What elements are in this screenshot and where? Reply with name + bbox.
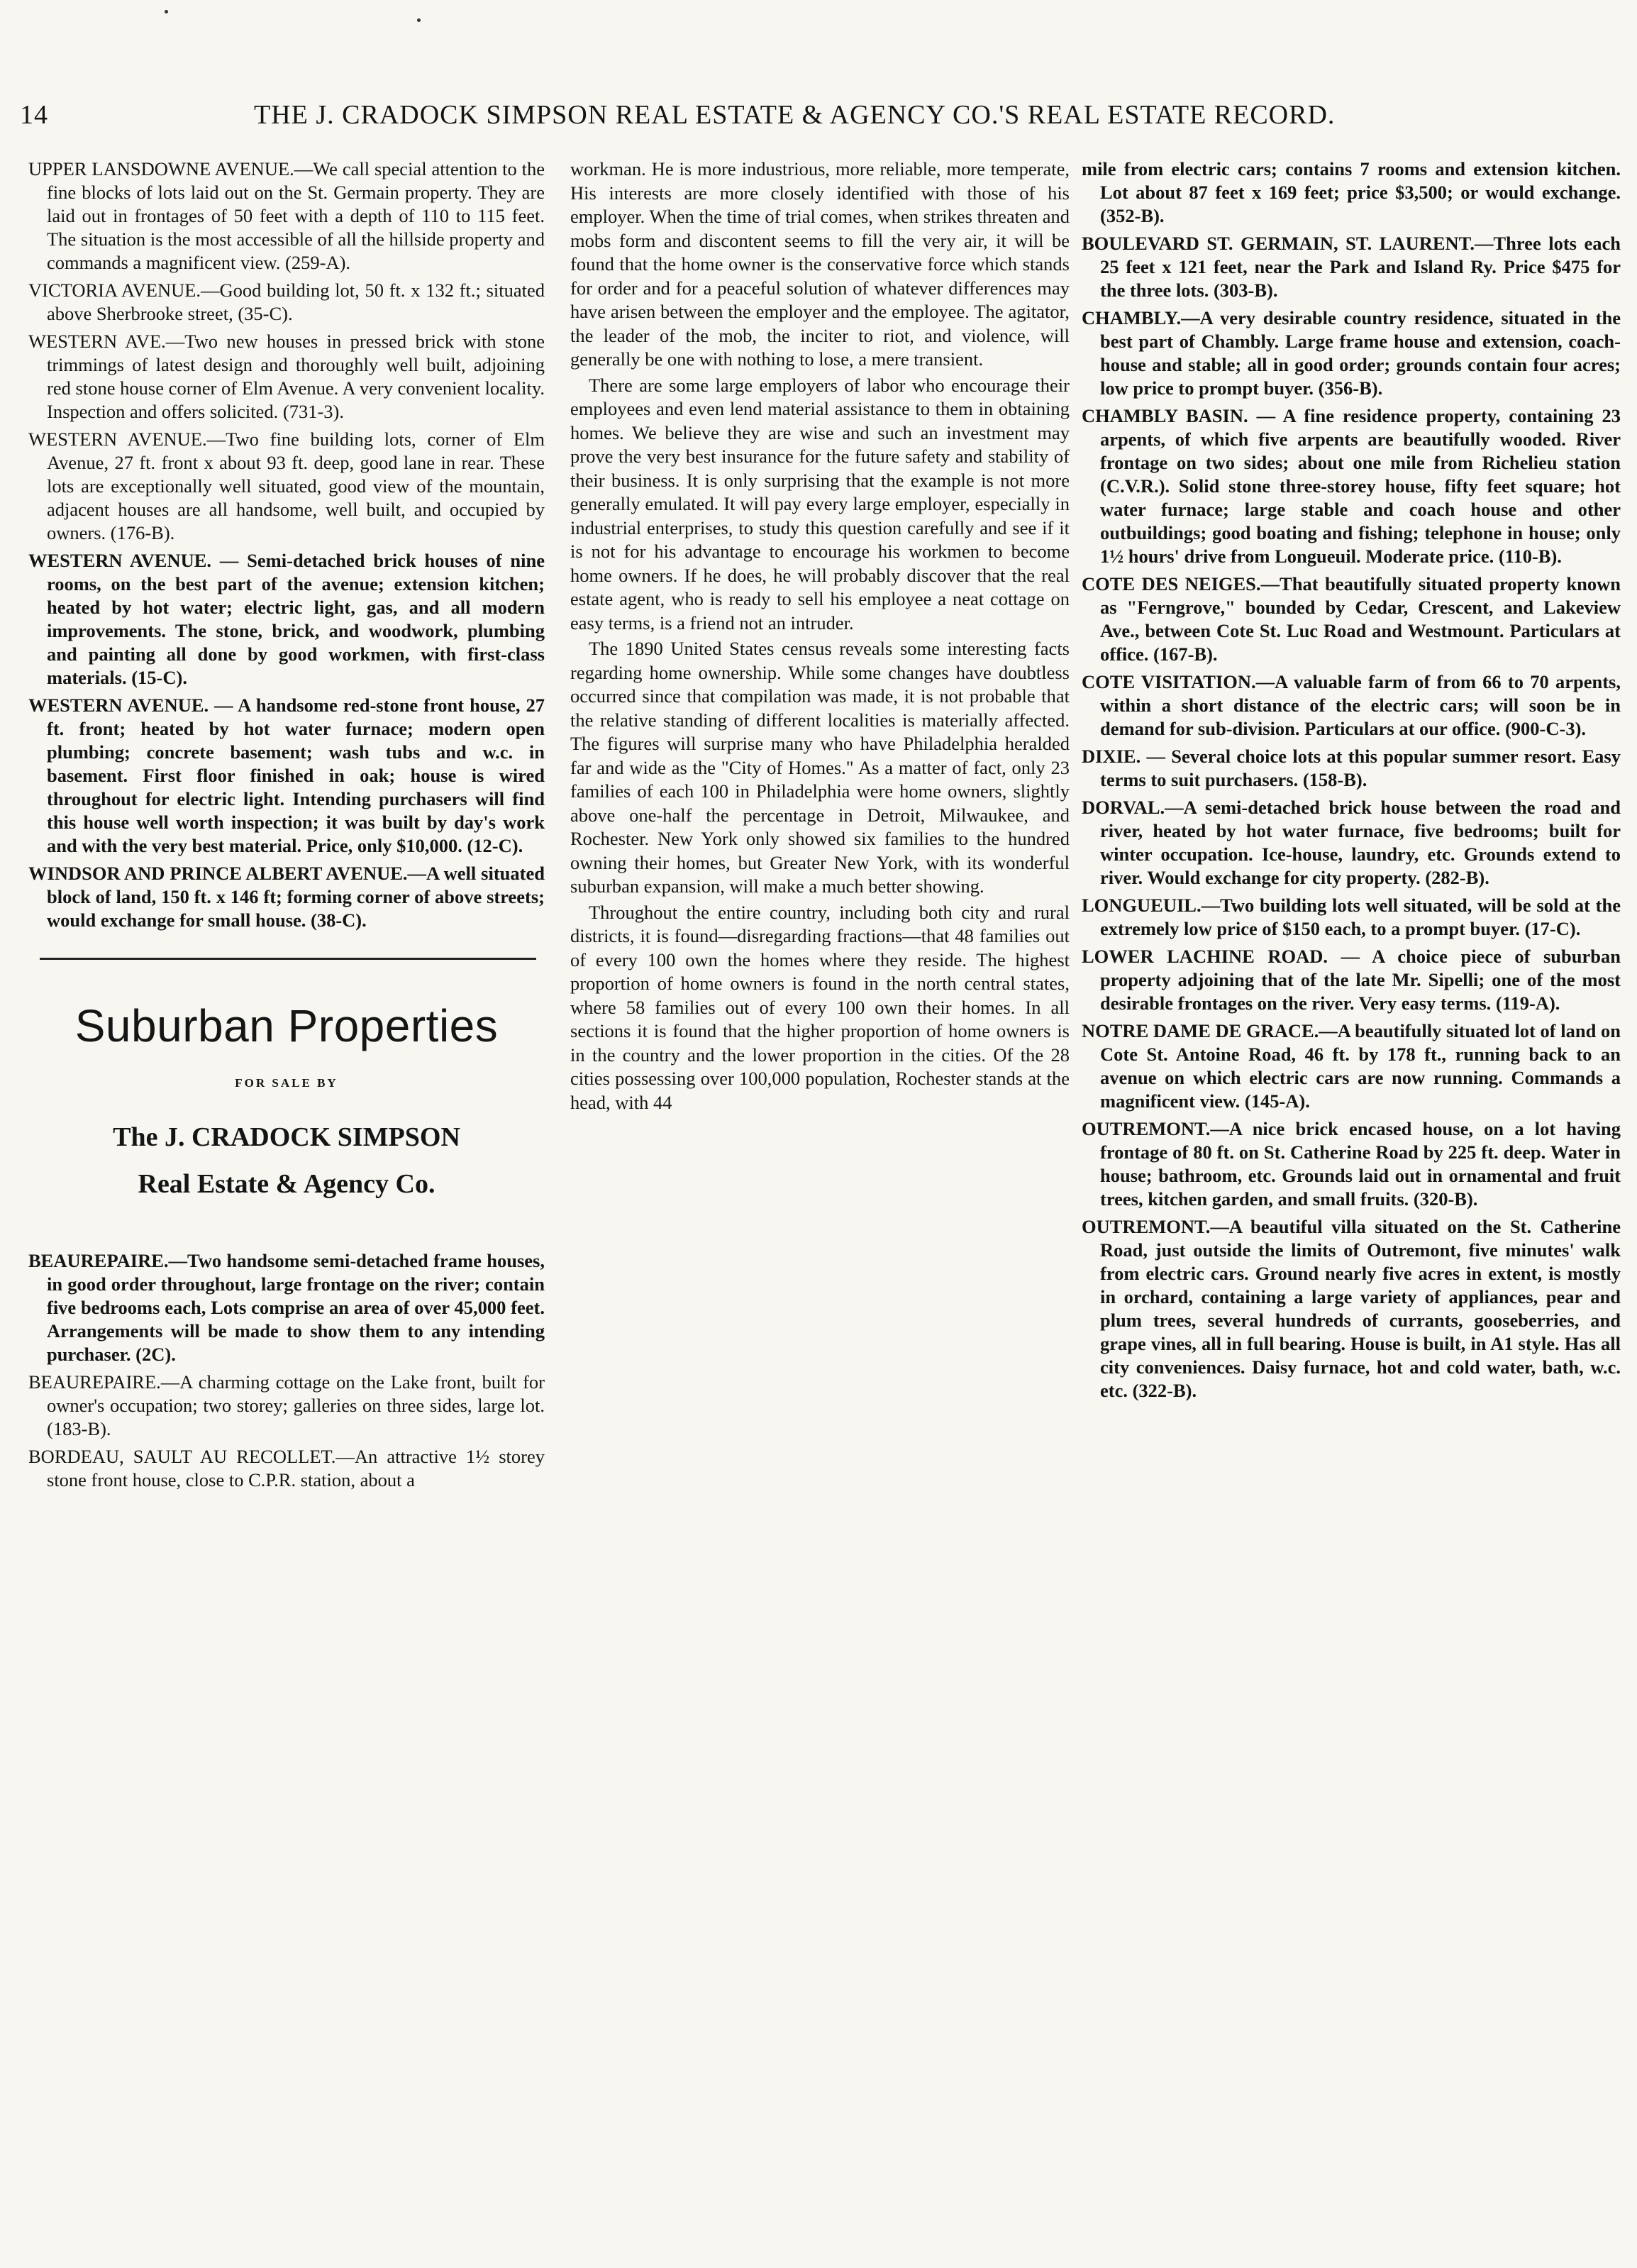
page-number: 14 <box>20 100 48 130</box>
listing-cote-des-neiges: COTE DES NEIGES.—That beautifully situated property known as "Ferngrove," bounded by Cedar, Crescent, and Lakeview Ave., between Cote St. Luc Road and Westmount. Particulars at office. (167-B). <box>1082 573 1621 665</box>
listing-lower-lachine-road: LOWER LACHINE ROAD. — A choice piece of suburban property adjoining that of the late Mr. Sipelli; one of the most desirable frontages on the river. Very easy terms. (119-A). <box>1082 946 1621 1014</box>
listing-upper-lansdowne: UPPER LANSDOWNE AVENUE.—We call special attention to the fine blocks of lots laid out on the St. Germain property. They are laid out in frontages of 50 feet with a depth of 110 to 115 feet. The situation is the most accessible of all the hillside property and commands a magnificent view. (259-A). <box>28 158 545 273</box>
column-middle-article <box>570 157 1070 1117</box>
column-left <box>28 157 545 1496</box>
listing-windsor-prince-albert: WINDSOR AND PRINCE ALBERT AVENUE.—A well situated block of land, 150 ft. x 146 ft; forming corner of above streets; would exchange for small house. (38-C). <box>28 863 545 931</box>
company-subtitle: Real Estate & Agency Co. <box>138 1169 435 1199</box>
listing-victoria-avenue: VICTORIA AVENUE.—Good building lot, 50 ft. x 132 ft.; situated above Sherbrooke street, (35-C). <box>28 280 545 324</box>
listing-western-ave-lots: WESTERN AVENUE.—Two fine building lots, corner of Elm Avenue, 27 ft. front x about 93 ft. deep, good lane in rear. These lots are exceptionally well situated, good view of the mountain, adjacent houses are all handsome, well built, and occupied by owners. (176-B). <box>28 428 545 543</box>
section-title: Suburban Properties <box>74 1000 499 1051</box>
listing-outremont-brick: OUTREMONT.—A nice brick encased house, on a lot having frontage of 80 ft. on St. Catherine Road by 225 ft. deep. Water in house; bathroom, etc. Grounds laid out in ornamental and fruit trees, kitchen garden, and small fruits. (320-B). <box>1082 1118 1621 1210</box>
listing-chambly: CHAMBLY.—A very desirable country residence, situated in the best part of Chambly. Large frame house and extension, coach-house and stable; all in good order; grounds contain four acres; low price to prompt buyer. (356-B). <box>1082 307 1621 399</box>
article-paragraph: Throughout the entire country, including both city and rural districts, it is found—disregarding fractions—that 48 families out of every 100 own the homes where they reside. The highest proportion of home owners is found in the north central states, where 58 families out of every 100 own their homes. In all sections it is found that the higher proportion of home owners is in the country and the lower proportion in the cities. Of the 28 cities possessing over 100,000 population, Rochester stands at the head, with 44 <box>570 901 1070 1113</box>
listing-beaurepaire-cottage: BEAUREPAIRE.—A charming cottage on the Lake front, built for owner's occupation; two storey; galleries on three sides, large lot. (183-B). <box>28 1371 545 1439</box>
column-right <box>1082 157 1621 1407</box>
listing-dixie: DIXIE. — Several choice lots at this popular summer resort. Easy terms to suit purchasers. (158-B). <box>1082 746 1621 790</box>
listing-western-ave-houses: WESTERN AVE.—Two new houses in pressed brick with stone trimmings of latest design and thoroughly well built, adjoining red stone house corner of Elm Avenue. A very convenient locality. Inspection and offers solicited. (731-3). <box>28 331 545 422</box>
article-paragraph: workman. He is more industrious, more reliable, more temperate, His interests are more closely identified with those of his employer. When the time of trial comes, when strikes threaten and mobs form and discontent seems to fill the very air, it will be found that the home owner is the conservative force which stands for order and for a peaceful solution of whatever differences may have arisen between the employer and the employee. The agitator, the leader of the mob, the inciter to riot, and violence, will generally be one with nothing to lose, a mere transient. <box>570 158 1070 370</box>
company-name: The J. CRADOCK SIMPSON <box>113 1122 460 1152</box>
for-sale-by: FOR SALE BY <box>235 1076 338 1090</box>
listing-dorval: DORVAL.—A semi-detached brick house between the road and river, heated by hot water furnace, five bedrooms; built for winter occupation. Ice-house, laundry, etc. Grounds extend to river. Would exchange for city property. (282-B). <box>1082 797 1621 888</box>
listing-western-ave-redstone: WESTERN AVENUE. — A handsome red-stone front house, 27 ft. front; heated by hot water furnace; modern open plumbing; concrete basement; wash tubs and w.c. in basement. First floor finished in oak; house is wired throughout for electric light. Intending purchasers will find this house well worth inspection; it was built by day's work and with the very best material. Price, only $10,000. (12-C). <box>28 695 545 856</box>
listing-beaurepaire-houses: BEAUREPAIRE.—Two handsome semi-detached frame houses, in good order throughout, large frontage on the river; contain five bedrooms each, Lots comprise an area of over 45,000 feet. Arrangements will be made to show them to any intending purchaser. (2C). <box>28 1250 545 1365</box>
listing-bordeau: BORDEAU, SAULT AU RECOLLET.—An attractive 1½ storey stone front house, close to C.P.R. station, about a <box>28 1446 545 1490</box>
listing-outremont-villa: OUTREMONT.—A beautiful villa situated on the St. Catherine Road, just outside the limits of Outremont, five minutes' walk from electric cars. Ground nearly five acres in extent, is mostly in orchard, containing a large variety of appliances, pear and plum trees, several hundreds of currants, gooseberries, and grape vines, all in full bearing. House is built, in A1 style. Has all city conveniences. Daisy furnace, hot and cold water, bath, w.c. etc. (322-B). <box>1082 1216 1621 1401</box>
listing-boulevard-st-germain: BOULEVARD ST. GERMAIN, ST. LAURENT.—Three lots each 25 feet x 121 feet, near the Park and Island Ry. Price $475 for the three lots. (303-B). <box>1082 233 1621 301</box>
listing-western-ave-semidetached: WESTERN AVENUE. — Semi-detached brick houses of nine rooms, on the best part of the avenue; extension kitchen; heated by hot water; electric light, gas, and all modern improvements. The stone, brick, and woodwork, plumbing and painting all done by good workmen, with first-class materials. (15-C). <box>28 550 545 688</box>
speck-mark <box>417 18 421 22</box>
listing-chambly-basin: CHAMBLY BASIN. — A fine residence property, containing 23 arpents, of which five arpents are beautifully wooded. River frontage on two sides; about one mile from Richelieu station (C.V.R.). Solid stone three-storey house, fifty feet square; hot water furnace; large stable and coach house and other outbuildings; good boating and fishing; telephone in house; only 1½ hours' drive from Longueuil. Moderate price. (110-B). <box>1082 405 1621 567</box>
publication-title: THE J. CRADOCK SIMPSON REAL ESTATE & AGENCY CO.'S REAL ESTATE RECORD. <box>254 100 1336 130</box>
listing-notre-dame-de-grace: NOTRE DAME DE GRACE.—A beautifully situated lot of land on Cote St. Antoine Road, 46 ft. by 178 ft., running back to an avenue on which electric cars are now running. Commands a magnificent view. (145-A). <box>1082 1020 1621 1112</box>
listing-longueuil: LONGUEUIL.—Two building lots well situated, will be sold at the extremely low price of $150 each, to a prompt buyer. (17-C). <box>1082 895 1621 939</box>
article-paragraph: The 1890 United States census reveals some interesting facts regarding home ownership. While some changes have doubtless occurred since that compilation was made, it is not probable that the relative standing of different localities is materially affected. The figures will surprise many who have Philadelphia heralded far and wide as the "City of Homes." As a matter of fact, only 23 families of each 100 in Philadelphia were home owners, slightly above one-half the percentage in Detroit, Milwaukee, and Rochester. New York only showed six families to the hundred owning their homes, but Greater New York, with its wonderful suburban expansion, will make a much better showing. <box>570 638 1070 897</box>
article-paragraph: There are some large employers of labor who encourage their employees and even lend material assistance to them in obtaining homes. We believe they are wise and such an investment may prove the very best insurance for the future safety and stability of their business. It is only surprising that the example is not more generally emulated. It will pay every large employer, especially in industrial enterprises, to study this question carefully and see if it is not for his advantage to encourage his workmen to become home owners. If he does, he will probably discover that the real estate agent, who is ready to sell his employee a neat cottage on easy terms, is a friend not an intruder. <box>570 374 1070 634</box>
listing-continued: mile from electric cars; contains 7 rooms and extension kitchen. Lot about 87 feet x 169 feet; price $3,500; or would exchange. (352-B). <box>1082 158 1621 226</box>
page-header <box>20 99 1410 142</box>
listing-cote-visitation: COTE VISITATION.—A valuable farm of from 66 to 70 arpents, within a short distance of the electric cars; will soon be in demand for sub-division. Particulars at our office. (900-C-3). <box>1082 671 1621 739</box>
section-divider <box>40 958 536 960</box>
speck-mark <box>165 10 168 13</box>
